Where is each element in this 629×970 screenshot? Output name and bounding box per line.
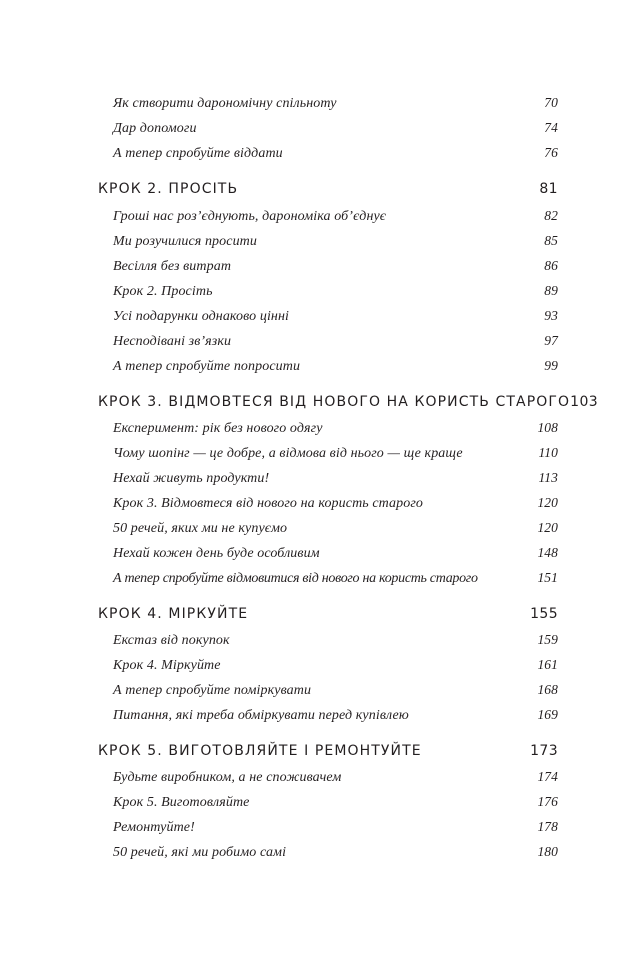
toc-page-number: 113 [538, 470, 558, 485]
toc-entry-title: Як створити дарономічну спільноту [113, 96, 337, 111]
toc-entry-title: Крок 4. Міркуйте [113, 658, 221, 673]
toc-entry-title: Питання, які треба обміркувати перед купівлею [113, 708, 409, 723]
toc-entry[interactable] [113, 545, 558, 567]
toc-entry[interactable] [113, 333, 558, 355]
toc-entry-title: Нехай живуть продукти! [113, 471, 270, 486]
toc-page-number: 176 [537, 794, 558, 809]
toc-entry[interactable] [113, 707, 558, 729]
toc-page-number: 93 [544, 308, 558, 323]
toc-entry-title: Експеримент: рік без нового одягу [113, 421, 323, 436]
toc-entry-title: Усі подарунки однаково цінні [113, 309, 290, 324]
toc-page-number: 70 [544, 95, 558, 110]
toc-entry-title: Нехай кожен день буде особливим [113, 546, 320, 561]
toc-entry-title: Ремонтуйте! [113, 820, 195, 835]
toc-chapter-heading[interactable] [98, 181, 558, 205]
toc-entry[interactable] [113, 819, 558, 841]
toc-entry-title: А тепер спробуйте віддати [113, 146, 283, 161]
toc-entry[interactable] [113, 794, 558, 816]
toc-page-number: 82 [544, 208, 558, 223]
toc-page-number: 151 [537, 570, 558, 585]
toc-entry[interactable] [113, 283, 558, 305]
chapter-title: КРОК 2. ПРОСІТЬ [98, 181, 239, 197]
toc-entry[interactable] [113, 95, 558, 117]
toc-page-number: 161 [537, 657, 558, 672]
toc-entry[interactable] [113, 445, 558, 467]
toc-page-number: 174 [537, 769, 558, 784]
toc-entry-title: 50 речей, які ми робимо самі [113, 845, 287, 860]
toc-page-number: 120 [537, 495, 558, 510]
toc-page-number: 85 [544, 233, 558, 248]
toc-chapter-heading[interactable] [98, 606, 558, 630]
chapter-page-number: 81 [539, 181, 558, 197]
toc-page-number: 168 [537, 682, 558, 697]
toc-chapter-heading[interactable] [98, 743, 558, 767]
toc-entry[interactable] [113, 308, 558, 330]
chapter-title: КРОК 3. ВІДМОВТЕСЯ ВІД НОВОГО НА КОРИСТЬ СТАРОГО [98, 394, 571, 410]
toc-entry-title: Весілля без витрат [113, 259, 232, 274]
toc-entry[interactable] [113, 520, 558, 542]
toc-page-number: 74 [544, 120, 558, 135]
toc-entry[interactable] [113, 358, 558, 380]
toc-page-number: 76 [544, 145, 558, 160]
toc-page-number: 148 [537, 545, 558, 560]
toc-entry[interactable] [113, 208, 558, 230]
toc-page-number: 110 [538, 445, 558, 460]
toc-entry-title: Будьте виробником, а не споживачем [113, 770, 342, 785]
toc-entry-title: Крок 2. Просіть [113, 284, 213, 299]
toc-entry-title: Екстаз від покупок [113, 633, 230, 648]
toc-entry[interactable] [113, 145, 558, 167]
toc-entry[interactable] [113, 769, 558, 791]
toc-entry-title: Крок 5. Виготовляйте [113, 795, 250, 810]
toc-entry[interactable] [113, 233, 558, 255]
toc-entry[interactable] [113, 657, 558, 679]
toc-entry[interactable] [113, 682, 558, 704]
toc-entry[interactable] [113, 420, 558, 442]
chapter-page-number: 155 [530, 606, 558, 622]
chapter-title: КРОК 4. МІРКУЙТЕ [98, 606, 249, 622]
toc-entry[interactable] [113, 570, 558, 592]
toc-entry-title: Гроші нас роз’єднують, дарономіка об’єднує [113, 209, 387, 224]
toc-page-number: 89 [544, 283, 558, 298]
toc-entry[interactable] [113, 470, 558, 492]
chapter-title: КРОК 5. ВИГОТОВЛЯЙТЕ І РЕМОНТУЙТЕ [98, 743, 422, 759]
toc-page-number: 159 [537, 632, 558, 647]
toc-page-number: 180 [537, 844, 558, 859]
toc-entry-title: Несподівані зв’язки [113, 334, 232, 349]
toc-entry[interactable] [113, 844, 558, 866]
toc-entry-title: А тепер спробуйте поміркувати [113, 683, 312, 698]
toc-page-number: 108 [537, 420, 558, 435]
toc-page-number: 169 [537, 707, 558, 722]
toc-page-number: 99 [544, 358, 558, 373]
toc-entry-title: А тепер спробуйте відмовитися від нового на користь старого [113, 571, 478, 586]
toc-entry[interactable] [113, 632, 558, 654]
toc-entry-title: Крок 3. Відмовтеся від нового на користь старого [113, 496, 424, 511]
chapter-page-number: 173 [530, 743, 558, 759]
toc-entry-title: Ми розучилися просити [113, 234, 257, 249]
toc-entry[interactable] [113, 258, 558, 280]
chapter-page-number: 103 [570, 394, 599, 410]
toc-entry-title: Дар допомоги [113, 121, 197, 136]
toc-page-number: 97 [544, 333, 558, 348]
toc-chapter-heading[interactable] [98, 394, 599, 418]
toc-entry-title: А тепер спробуйте попросити [113, 359, 301, 374]
toc-entry[interactable] [113, 495, 558, 517]
toc-page-number: 178 [537, 819, 558, 834]
toc-page-number: 86 [544, 258, 558, 273]
toc-entry-title: 50 речей, яких ми не купуємо [113, 521, 288, 536]
toc-entry-title: Чому шопінг — це добре, а відмова від нього — ще краще [113, 446, 463, 461]
toc-entry[interactable] [113, 120, 558, 142]
toc-page-number: 120 [537, 520, 558, 535]
